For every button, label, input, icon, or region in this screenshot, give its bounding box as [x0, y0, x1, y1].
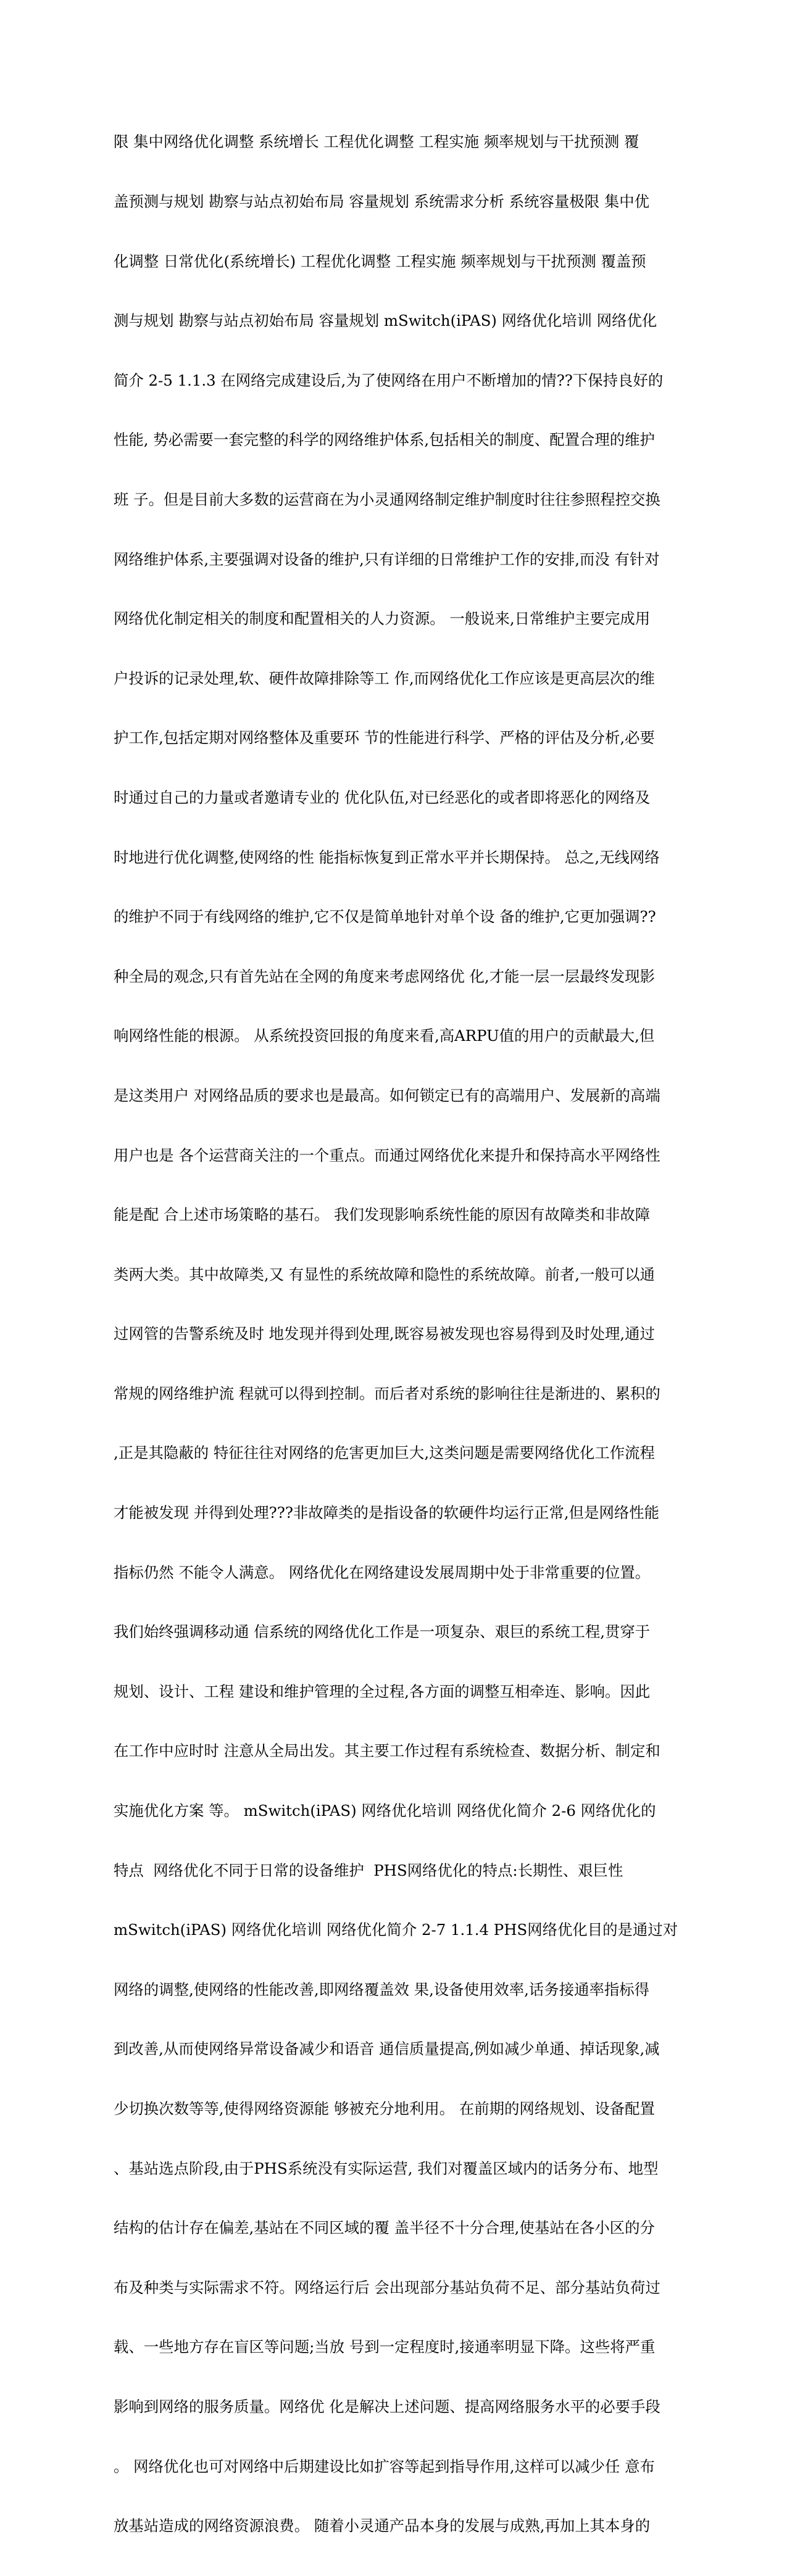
text-line: 班 子。但是目前大多数的运营商在为小灵通网络制定维护制度时往往参照程控交换 [114, 490, 660, 508]
text-line: 常规的网络维护流 程就可以得到控制。而后者对系统的影响往往是渐进的、累积的 [114, 1384, 660, 1402]
text-line: 特点 网络优化不同于日常的设备维护 PHS网络优化的特点:长期性、艰巨性 [114, 1861, 623, 1879]
text-line: 盖预测与规划 勘察与站点初始布局 容量规划 系统需求分析 系统容量极限 集中优 [114, 193, 650, 210]
text-line: mSwitch(iPAS) 网络优化培训 网络优化简介 2-7 1.1.4 PHS网络优化目的是通过对 [114, 1921, 678, 1939]
text-line: 少切换次数等等,使得网络资源能 够被充分地利用。 在前期的网络规划、设备配置 [114, 2100, 655, 2118]
text-line: 护工作,包括定期对网络整体及重要环 节的性能进行科学、严格的评估及分析,必要 [114, 729, 655, 747]
text-line: 才能被发现 并得到处理???非故障类的是指设备的软硬件均运行正常,但是网络性能 [114, 1504, 660, 1522]
text-line: 能是配 合上述市场策略的基石。 我们发现影响系统性能的原因有故障类和非故障 [114, 1206, 651, 1224]
text-line: 结构的估计存在偏差,基站在不同区域的覆 盖半径不十分合理,使基站在各小区的分 [114, 2219, 655, 2237]
text-line: 时通过自己的力量或者邀请专业的 优化队伍,对已经恶化的或者即将恶化的网络及 [114, 788, 651, 806]
text-line: 过网管的告警系统及时 地发现并得到处理,既容易被发现也容易得到及时处理,通过 [114, 1325, 655, 1343]
text-line: 在工作中应时时 注意从全局出发。其主要工作过程有系统检查、数据分析、制定和 [114, 1742, 660, 1760]
text-line: 载、一些地方存在盲区等问题;当放 号到一定程度时,接通率明显下降。这些将严重 [114, 2338, 656, 2356]
text-line: 的维护不同于有线网络的维护,它不仅是简单地针对单个设 备的维护,它更加强调?? [114, 908, 656, 926]
body-text [114, 93, 678, 2576]
text-line: 用户也是 各个运营商关注的一个重点。而通过网络优化来提升和保持高水平网络性 [114, 1146, 660, 1164]
text-line: 网络优化制定相关的制度和配置相关的人力资源。 一般说来,日常维护主要完成用 [114, 610, 651, 628]
text-line: 限 集中网络优化调整 系统增长 工程优化调整 工程实施 频率规划与干扰预测 覆 [114, 133, 639, 151]
text-line: 测与规划 勘察与站点初始布局 容量规划 mSwitch(iPAS) 网络优化培训 网络优化 [114, 312, 657, 330]
text-line: 实施优化方案 等。 mSwitch(iPAS) 网络优化培训 网络优化简介 2-6 网络优化的 [114, 1802, 656, 1820]
text-line: ,正是其隐蔽的 特征往往对网络的危害更加巨大,这类问题是需要网络优化工作流程 [114, 1444, 655, 1462]
text-line: 、基站选点阶段,由于PHS系统没有实际运营, 我们对覆盖区域内的话务分布、地型 [114, 2159, 659, 2177]
text-line: 性能, 势必需要一套完整的科学的网络维护体系,包括相关的制度、配置合理的维护 [114, 431, 655, 449]
text-line: 化调整 日常优化(系统增长) 工程优化调整 工程实施 频率规划与干扰预测 覆盖预 [114, 252, 646, 270]
text-line: 网络的调整,使网络的性能改善,即网络覆盖效 果,设备使用效率,话务接通率指标得 [114, 1980, 650, 1998]
text-line: 。 网络优化也可对网络中后期建设比如扩容等起到指导作用,这样可以减少任 意布 [114, 2457, 655, 2475]
text-line: 布及种类与实际需求不符。网络运行后 会出现部分基站负荷不足、部分基站负荷过 [114, 2278, 660, 2296]
text-line: 响网络性能的根源。 从系统投资回报的角度来看,高ARPU值的用户的贡献最大,但 [114, 1027, 655, 1045]
text-line: 我们始终强调移动通 信系统的网络优化工作是一项复杂、艰巨的系统工程,贯穿于 [114, 1623, 651, 1641]
text-line: 类两大类。其中故障类,又 有显性的系统故障和隐性的系统故障。前者,一般可以通 [114, 1265, 655, 1283]
text-line: 指标仍然 不能令人满意。 网络优化在网络建设发展周期中处于非常重要的位置。 [114, 1563, 651, 1581]
text-line: 是这类用户 对网络品质的要求也是最高。如何锁定已有的高端用户、发展新的高端 [114, 1086, 660, 1104]
text-line: 种全局的观念,只有首先站在全网的角度来考虑网络优 化,才能一层一层最终发现影 [114, 967, 655, 985]
text-line: 放基站造成的网络资源浪费。 随着小灵通产品本身的发展与成熟,再加上其本身的 [114, 2517, 651, 2535]
text-line: 户投诉的记录处理,软、硬件故障排除等工 作,而网络优化工作应该是更高层次的维 [114, 669, 655, 687]
text-line: 时地进行优化调整,使网络的性 能指标恢复到正常水平并长期保持。 总之,无线网络 [114, 848, 660, 866]
text-line: 规划、设计、工程 建设和维护管理的全过程,各方面的调整互相牵连、影响。因此 [114, 1682, 651, 1700]
text-line: 网络维护体系,主要强调对设备的维护,只有详细的日常维护工作的安排,而没 有针对 [114, 550, 660, 568]
text-line: 到改善,从而使网络异常设备减少和语音 通信质量提高,例如减少单通、掉话现象,减 [114, 2040, 660, 2058]
text-line: 影响到网络的服务质量。网络优 化是解决上述问题、提高网络服务水平的必要手段 [114, 2397, 660, 2416]
text-line: 简介 2-5 1.1.3 在网络完成建设后,为了使网络在用户不断增加的情??下保持良好的 [114, 371, 664, 389]
